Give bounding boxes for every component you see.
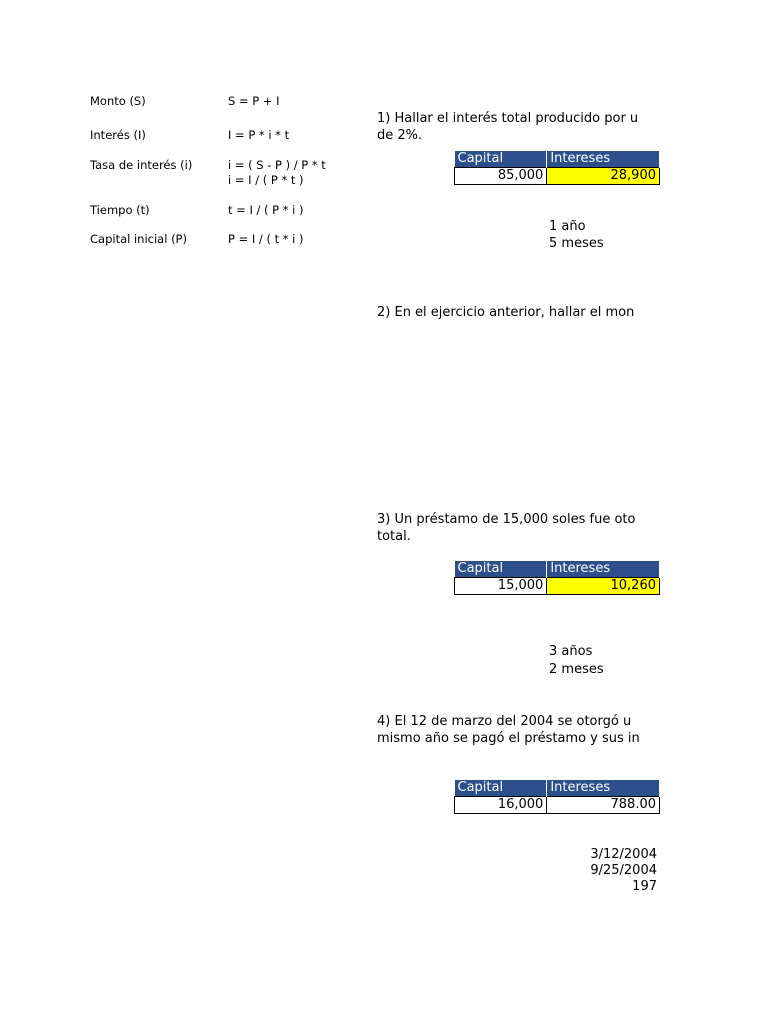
exercise-1-table xyxy=(454,151,660,185)
intereses-header: Intereses xyxy=(547,780,660,797)
capital-cell[interactable]: 85,000 xyxy=(455,168,547,185)
formula-label: Interés (I) xyxy=(90,128,146,142)
exercise-1-text-line2: de 2%. xyxy=(377,128,423,143)
formula-label: Monto (S) xyxy=(90,94,146,108)
formula-expression: S = P + I xyxy=(228,94,280,108)
exercise-1-text-line1: 1) Hallar el interés total producido por u xyxy=(377,111,639,126)
exercise-3-table xyxy=(454,561,660,595)
intereses-cell[interactable]: 10,260 xyxy=(547,578,660,595)
exercise-column xyxy=(377,0,660,1024)
intereses-header: Intereses xyxy=(547,151,660,168)
formula-label: Capital inicial (P) xyxy=(90,232,187,246)
formula-expression: i = ( S - P ) / P * t xyxy=(228,158,326,172)
capital-cell[interactable]: 15,000 xyxy=(455,578,547,595)
exercise-4-text-line1: 4) El 12 de marzo del 2004 se otorgó u xyxy=(377,714,632,729)
capital-header: Capital xyxy=(455,561,547,578)
formula-label: Tiempo (t) xyxy=(90,203,150,217)
formula-expression: I = P * i * t xyxy=(228,128,290,142)
capital-cell[interactable]: 16,000 xyxy=(455,797,547,814)
exercise-4-start-date[interactable]: 3/12/2004 xyxy=(590,847,657,862)
exercise-3-note-months: 2 meses xyxy=(549,662,604,677)
exercise-1-note-months: 5 meses xyxy=(549,236,604,251)
exercise-4-table xyxy=(454,780,660,814)
exercise-3-text-line2: total. xyxy=(377,529,411,544)
exercise-3-note-years: 3 años xyxy=(549,644,593,659)
intereses-cell[interactable]: 788.00 xyxy=(547,797,660,814)
intereses-header: Intereses xyxy=(547,561,660,578)
capital-header: Capital xyxy=(455,780,547,797)
formula-expression: P = I / ( t * i ) xyxy=(228,232,304,246)
exercise-4-days[interactable]: 197 xyxy=(632,879,657,894)
exercise-2-text-line1: 2) En el ejercicio anterior, hallar el mon xyxy=(377,305,635,320)
intereses-cell[interactable]: 28,900 xyxy=(547,168,660,185)
exercise-3-text-line1: 3) Un préstamo de 15,000 soles fue oto xyxy=(377,512,636,527)
formula-expression: t = I / ( P * i ) xyxy=(228,203,304,217)
exercise-4-end-date[interactable]: 9/25/2004 xyxy=(590,863,657,878)
exercise-1-note-years: 1 año xyxy=(549,219,586,234)
capital-header: Capital xyxy=(455,151,547,168)
exercise-4-text-line2: mismo año se pagó el préstamo y sus in xyxy=(377,731,640,746)
formula-expression-alt: i = I / ( P * t ) xyxy=(228,173,304,187)
formula-label: Tasa de interés (i) xyxy=(90,158,193,172)
